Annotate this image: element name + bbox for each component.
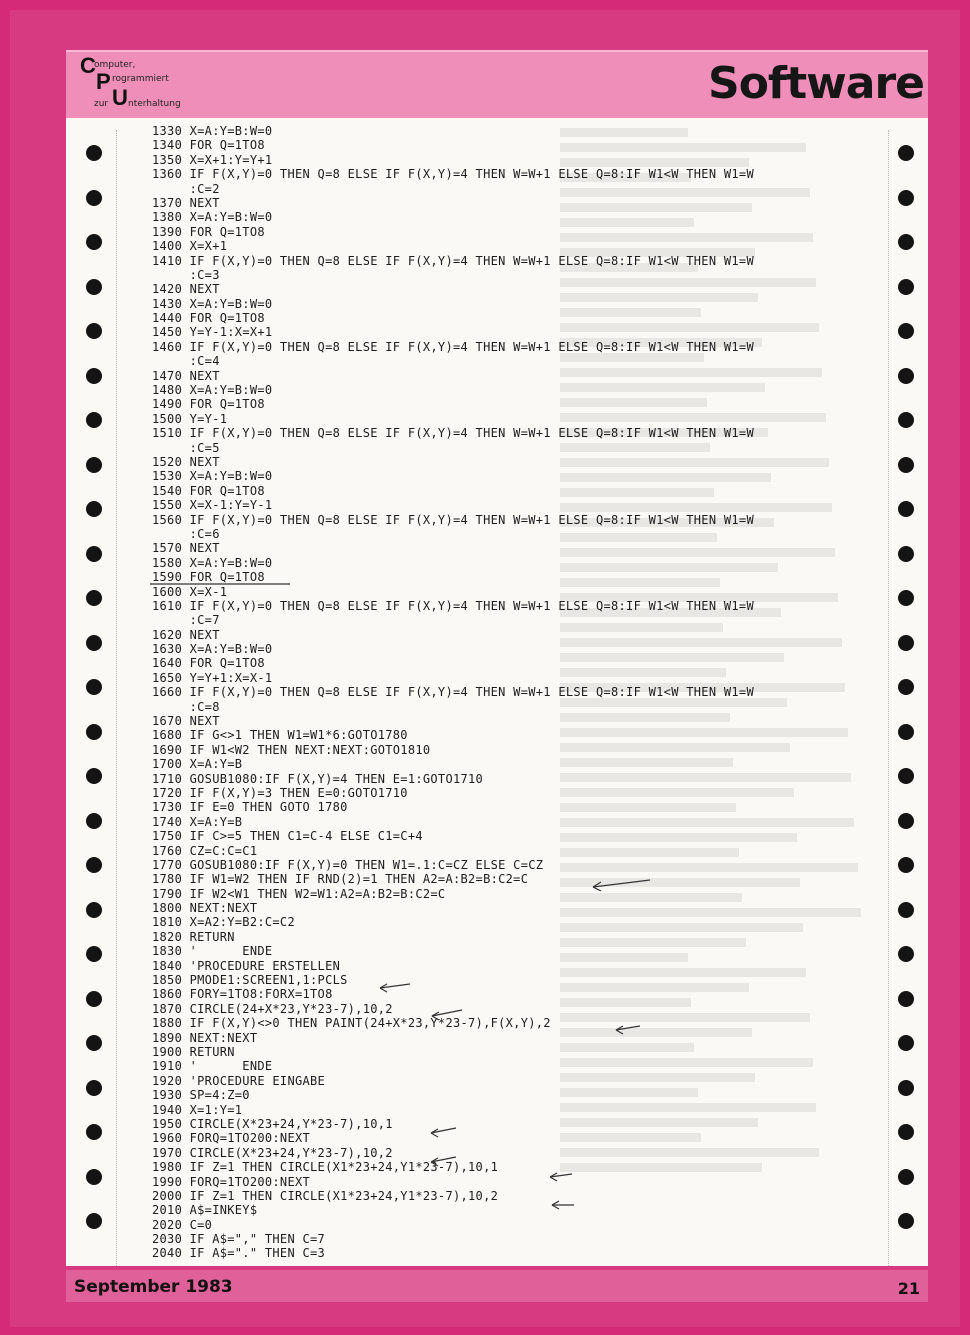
tractor-hole (898, 857, 914, 873)
code-line: 1370 NEXT (152, 195, 220, 210)
code-line: 1940 X=1:Y=1 (152, 1102, 243, 1117)
code-line: 1460 IF F(X,Y)=0 THEN Q=8 ELSE IF F(X,Y)=4 THEN W=W+1 ELSE Q=8:IF W1<W THEN W1=W (152, 339, 754, 354)
tractor-hole (86, 234, 102, 250)
code-line: 1590 FOR Q=1TO8 (152, 570, 265, 585)
code-line: 1730 IF E=0 THEN GOTO 1780 (152, 800, 348, 815)
code-line: 1550 X=X-1:Y=Y-1 (152, 498, 273, 513)
tractor-hole (898, 768, 914, 784)
code-line: 1990 FORQ=1TO200:NEXT (152, 1174, 311, 1189)
logo-word-unterhaltung: nterhaltung (128, 99, 181, 109)
code-line: 1420 NEXT (152, 282, 220, 297)
issue-date: September 1983 (74, 1277, 233, 1297)
code-line: 2020 C=0 (152, 1217, 213, 1232)
code-line: :C=3 (152, 267, 220, 282)
code-line: 1660 IF F(X,Y)=0 THEN Q=8 ELSE IF F(X,Y)=4 THEN W=W+1 ELSE Q=8:IF W1<W THEN W1=W (152, 685, 754, 700)
tractor-hole (898, 813, 914, 829)
code-line: 1490 FOR Q=1TO8 (152, 397, 265, 412)
code-line: 1780 IF W1=W2 THEN IF RND(2)=1 THEN A2=A:B2=B:C2=C (152, 872, 529, 887)
tractor-hole (86, 768, 102, 784)
tractor-hole (898, 1213, 914, 1229)
code-line: 1560 IF F(X,Y)=0 THEN Q=8 ELSE IF F(X,Y)=4 THEN W=W+1 ELSE Q=8:IF W1<W THEN W1=W (152, 512, 754, 527)
tractor-hole (86, 813, 102, 829)
code-line: 1930 SP=4:Z=0 (152, 1088, 250, 1103)
code-line: 1710 GOSUB1080:IF F(X,Y)=4 THEN E=1:GOTO1710 (152, 771, 484, 786)
code-line: 1570 NEXT (152, 541, 220, 556)
code-line: 1500 Y=Y-1 (152, 411, 228, 426)
code-line: 1740 X=A:Y=B (152, 814, 243, 829)
code-line: 1510 IF F(X,Y)=0 THEN Q=8 ELSE IF F(X,Y)=4 THEN W=W+1 ELSE Q=8:IF W1<W THEN W1=W (152, 426, 754, 441)
tractor-hole (86, 457, 102, 473)
code-line: 1380 X=A:Y=B:W=0 (152, 210, 273, 225)
tractor-hole (898, 323, 914, 339)
section-title: Software (708, 58, 924, 109)
tractor-hole (86, 368, 102, 384)
tractor-hole (86, 190, 102, 206)
code-line: 1900 RETURN (152, 1045, 235, 1059)
tractor-hole (86, 1124, 102, 1140)
page-number: 21 (897, 1279, 920, 1298)
tractor-hole (898, 457, 914, 473)
tractor-hole (898, 1124, 914, 1140)
code-line: 1720 IF F(X,Y)=3 THEN E=0:GOTO1710 (152, 785, 408, 800)
code-line: 1750 IF C>=5 THEN C1=C-4 ELSE C1=C+4 (152, 829, 423, 844)
code-line: 1830 ' ENDE (152, 944, 273, 959)
code-line: :C=2 (152, 181, 220, 196)
code-line: 1470 NEXT (152, 368, 220, 383)
code-line: 2040 IF A$="." THEN C=3 (152, 1246, 326, 1261)
tractor-hole (86, 145, 102, 161)
tractor-hole (898, 412, 914, 428)
tractor-hole (898, 501, 914, 517)
code-line: 1860 FORY=1TO8:FORX=1TO8 (152, 987, 333, 1002)
code-line: 1600 X=X-1 (152, 584, 228, 599)
code-line: 1520 NEXT (152, 454, 220, 469)
tractor-hole (86, 635, 102, 651)
code-line: 2000 IF Z=1 THEN CIRCLE(X1*23+24,Y1*23-7),10,2 (152, 1188, 499, 1203)
code-line: :C=4 (152, 354, 220, 369)
logo-letter-c: C (80, 53, 96, 78)
tractor-hole (86, 412, 102, 428)
tractor-hole (86, 1080, 102, 1096)
code-line: 2010 A$=INKEY$ (152, 1203, 258, 1218)
code-line: 1960 FORQ=1TO200:NEXT (152, 1131, 311, 1146)
tractor-hole (86, 946, 102, 962)
code-line: 1890 NEXT:NEXT (152, 1030, 258, 1045)
logo-letter-p: P (96, 69, 111, 94)
code-line: 1620 NEXT (152, 627, 220, 642)
code-line: 1610 IF F(X,Y)=0 THEN Q=8 ELSE IF F(X,Y)=4 THEN W=W+1 ELSE Q=8:IF W1<W THEN W1=W (152, 598, 754, 613)
code-line: 1670 NEXT (152, 714, 220, 729)
logo-word-zur: zur (94, 99, 109, 109)
code-line: 1790 IF W2<W1 THEN W2=W1:A2=A:B2=B:C2=C (152, 886, 446, 901)
code-line: 1980 IF Z=1 THEN CIRCLE(X1*23+24,Y1*23-7),10,1 (152, 1160, 499, 1175)
tractor-hole (86, 279, 102, 295)
tractor-hole (86, 323, 102, 339)
tractor-hole (898, 679, 914, 695)
logo-word-computer: omputer, (94, 60, 136, 70)
code-line: 1700 X=A:Y=B (152, 757, 243, 772)
code-line: 1340 FOR Q=1TO8 (152, 138, 265, 153)
tractor-hole (898, 991, 914, 1007)
tractor-hole (898, 190, 914, 206)
code-line: 1640 FOR Q=1TO8 (152, 656, 265, 671)
code-line: 1810 X=A2:Y=B2:C=C2 (152, 915, 295, 930)
tractor-hole (898, 1035, 914, 1051)
code-line: :C=6 (152, 526, 220, 541)
code-line: 1410 IF F(X,Y)=0 THEN Q=8 ELSE IF F(X,Y)=4 THEN W=W+1 ELSE Q=8:IF W1<W THEN W1=W (152, 253, 754, 268)
code-line: 1690 IF W1<W2 THEN NEXT:NEXT:GOTO1810 (152, 742, 431, 757)
code-line: 1880 IF F(X,Y)<>0 THEN PAINT(24+X*23,Y*23-7),F(X,Y),2 (152, 1016, 551, 1031)
tractor-holes-left (86, 145, 104, 1270)
code-line: 1970 CIRCLE(X*23+24,Y*23-7),10,2 (152, 1145, 393, 1160)
code-line: 1440 FOR Q=1TO8 (152, 311, 265, 326)
perforation-line-left (116, 130, 117, 1266)
code-line: 1650 Y=Y+1:X=X-1 (152, 670, 273, 685)
tractor-hole (898, 635, 914, 651)
code-line: 1850 PMODE1:SCREEN1,1:PCLS (152, 973, 348, 988)
tractor-hole (898, 279, 914, 295)
tractor-hole (898, 234, 914, 250)
code-line: :C=7 (152, 613, 220, 628)
tractor-hole (898, 546, 914, 562)
code-line: 1770 GOSUB1080:IF F(X,Y)=0 THEN W1=.1:C=CZ ELSE C=CZ (152, 857, 544, 872)
tractor-hole (898, 946, 914, 962)
code-line: 1540 FOR Q=1TO8 (152, 483, 265, 498)
tractor-hole (898, 1080, 914, 1096)
code-line: 1350 X=X+1:Y=Y+1 (152, 152, 273, 167)
code-line: 1580 X=A:Y=B:W=0 (152, 555, 273, 570)
code-line: 1630 X=A:Y=B:W=0 (152, 642, 273, 657)
code-line: 1450 Y=Y-1:X=X+1 (152, 325, 273, 340)
code-line: :C=5 (152, 440, 220, 455)
tractor-hole (86, 1213, 102, 1229)
tractor-holes-right (898, 145, 916, 1270)
tractor-hole (86, 1169, 102, 1185)
basic-program-listing (152, 124, 892, 1261)
tractor-hole (86, 991, 102, 1007)
tractor-hole (898, 145, 914, 161)
tractor-hole (86, 724, 102, 740)
code-line: 1330 X=A:Y=B:W=0 (152, 124, 273, 138)
code-line: 1870 CIRCLE(24+X*23,Y*23-7),10,2 (152, 1001, 393, 1016)
tractor-hole (86, 902, 102, 918)
tractor-hole (86, 857, 102, 873)
tractor-hole (898, 590, 914, 606)
tractor-hole (86, 590, 102, 606)
code-line: 1480 X=A:Y=B:W=0 (152, 383, 273, 398)
tractor-hole (898, 724, 914, 740)
cpu-logo (76, 54, 206, 112)
code-line: 1530 X=A:Y=B:W=0 (152, 469, 273, 484)
code-line: 1820 RETURN (152, 929, 235, 944)
tractor-hole (86, 546, 102, 562)
code-line: 1760 CZ=C:C=C1 (152, 843, 258, 858)
code-line: 1950 CIRCLE(X*23+24,Y*23-7),10,1 (152, 1116, 393, 1131)
code-line: 1910 ' ENDE (152, 1059, 273, 1074)
tractor-hole (86, 1035, 102, 1051)
tractor-hole (898, 1169, 914, 1185)
code-line: 1920 'PROCEDURE EINGABE (152, 1073, 326, 1088)
code-line: 1800 NEXT:NEXT (152, 901, 258, 916)
logo-word-programmiert: rogrammiert (112, 74, 169, 84)
tractor-hole (898, 902, 914, 918)
code-line: 1430 X=A:Y=B:W=0 (152, 296, 273, 311)
code-line: 2030 IF A$="," THEN C=7 (152, 1232, 326, 1247)
code-line: 1840 'PROCEDURE ERSTELLEN (152, 958, 341, 973)
code-line: 1360 IF F(X,Y)=0 THEN Q=8 ELSE IF F(X,Y)=4 THEN W=W+1 ELSE Q=8:IF W1<W THEN W1=W (152, 167, 754, 182)
code-line: 1680 IF G<>1 THEN W1=W1*6:GOTO1780 (152, 728, 408, 743)
tractor-hole (86, 679, 102, 695)
tractor-hole (86, 501, 102, 517)
code-line: 1400 X=X+1 (152, 239, 228, 254)
logo-letter-u: U (112, 85, 128, 110)
tractor-hole (898, 368, 914, 384)
code-line: :C=8 (152, 699, 220, 714)
code-line: 1390 FOR Q=1TO8 (152, 224, 265, 239)
